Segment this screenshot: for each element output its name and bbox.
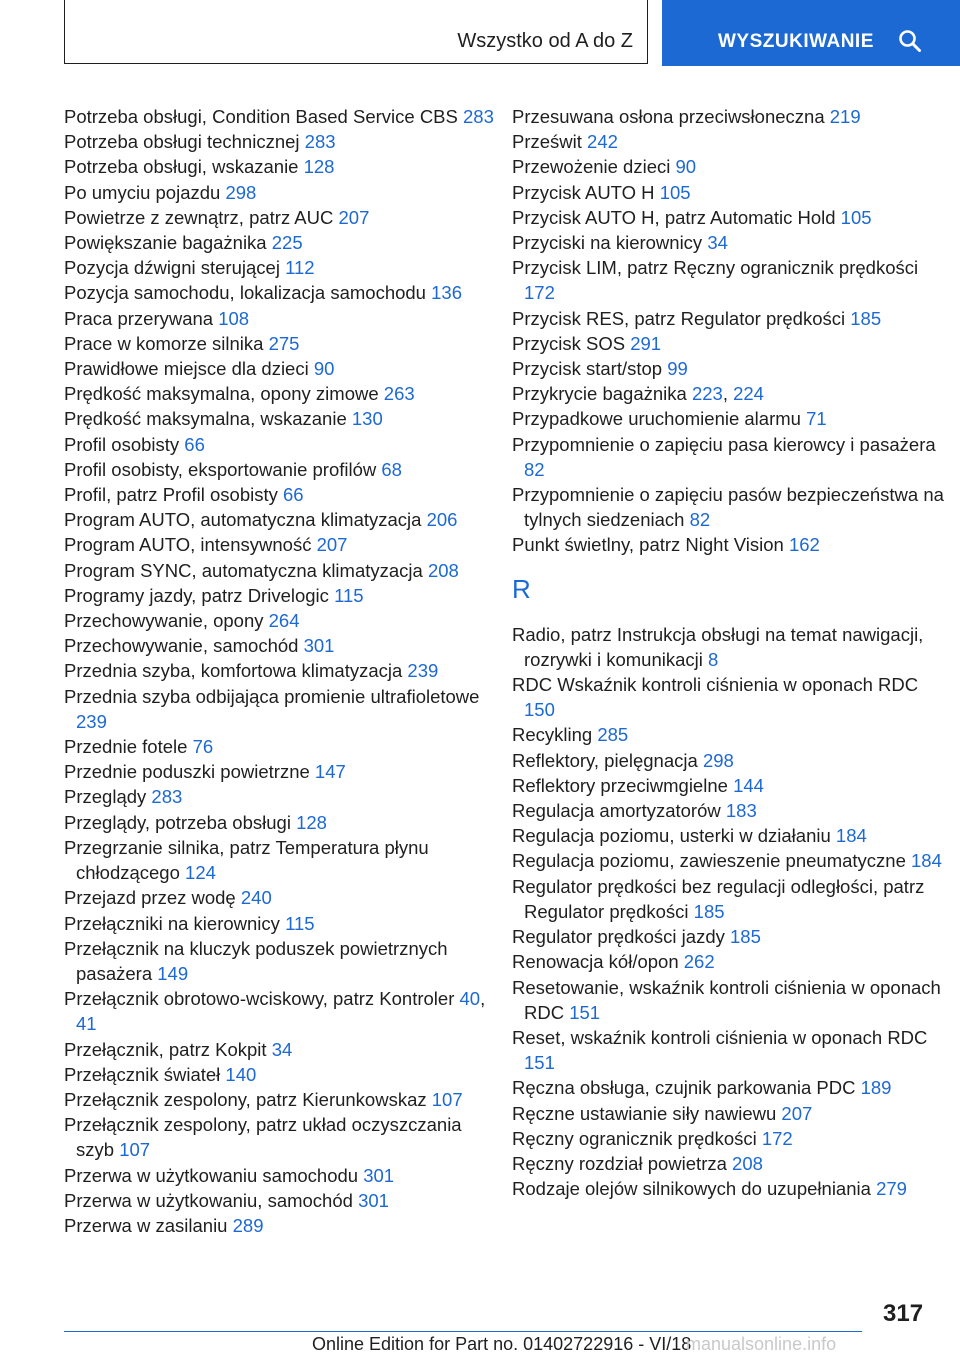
index-entry-text: Przechowywanie, samochód [64, 635, 299, 657]
page-link[interactable]: 34 [271, 1038, 293, 1060]
index-entry-text: Potrzeba obsługi, Condition Based Service CBS [64, 106, 458, 127]
index-entry-text: Przechowywanie, opony [64, 610, 264, 632]
page-link[interactable]: 185 [730, 926, 761, 948]
page-link[interactable]: 105 [840, 206, 872, 228]
index-entry-text: Renowacja kół/opon [512, 951, 679, 973]
index-entry [512, 823, 952, 848]
index-entry [64, 482, 504, 507]
page-link[interactable]: 208 [427, 559, 459, 581]
index-entry [512, 255, 952, 305]
page-link[interactable]: 140 [225, 1063, 257, 1085]
index-entry [64, 734, 504, 759]
index-entry [512, 622, 952, 672]
index-entry [512, 104, 952, 129]
page-link[interactable]: 105 [659, 181, 691, 203]
index-entry-text: Recykling [512, 724, 593, 746]
page-link[interactable]: 90 [313, 358, 335, 380]
page-link[interactable]: 185 [693, 900, 725, 922]
page-link[interactable]: 219 [829, 106, 861, 127]
index-entry-text: Po umyciu pojazdu [64, 181, 221, 203]
index-entry: Przełącznik obrotowo-wciskowy, patrz Kontroler 40, 41 [64, 988, 486, 1035]
page-link[interactable]: 41 [76, 1013, 97, 1035]
page-link[interactable]: 150 [524, 699, 555, 721]
tab-a-to-z-label: Wszystko od A do Z [457, 30, 633, 52]
page-link[interactable]: 206 [426, 509, 458, 531]
page-link[interactable]: 115 [285, 912, 315, 934]
top-navigation [0, 0, 960, 66]
index-entry [64, 507, 504, 532]
page-link[interactable]: 291 [630, 332, 662, 354]
page-link[interactable]: 144 [733, 774, 764, 796]
index-entry [512, 722, 952, 747]
page-link[interactable]: 283 [304, 131, 336, 153]
index-entry [64, 280, 504, 305]
index-entry [64, 658, 504, 683]
index-entry-text: Przednie fotele [64, 736, 188, 758]
index-entry-text: Przełącznik zespolony, patrz układ oczyszczania szyb [64, 1114, 462, 1161]
index-entry [512, 1075, 952, 1100]
index-entry [512, 748, 952, 773]
index-entry-text: Reflektory przeciwmgielne [512, 774, 728, 796]
page-link[interactable]: 34 [707, 232, 728, 254]
page-link[interactable]: 301 [303, 635, 335, 657]
index-entry-text: Regulacja amortyzatorów [512, 800, 721, 822]
index-entry [64, 205, 504, 230]
index-entry [64, 129, 504, 154]
page-link[interactable]: 151 [524, 1052, 555, 1074]
page-link[interactable]: 184 [911, 850, 942, 872]
index-entry [512, 672, 952, 722]
index-entry-text: Przełącznik na kluczyk poduszek powietrznych pasażera [64, 937, 448, 984]
index-entry [64, 759, 504, 784]
section-letter: R [512, 573, 531, 604]
footer-watermark: manualsonline.info [686, 1334, 837, 1354]
page-link[interactable]: 107 [431, 1088, 463, 1110]
index-entry-text: Przesuwana osłona przeciwsłoneczna [512, 106, 825, 127]
index-entry-text: Przerwa w zasilaniu [64, 1214, 228, 1236]
index-entry [64, 230, 504, 255]
index-entry [64, 381, 504, 406]
page-link[interactable]: 239 [76, 710, 107, 732]
index-entry [512, 949, 952, 974]
index-entry-text: Przyciski na kierownicy [512, 232, 703, 254]
index-entry [64, 1087, 504, 1112]
index-entry-text: Regulator prędkości jazdy [512, 926, 725, 948]
index-entry [512, 924, 952, 949]
index-entry [64, 1062, 504, 1087]
index-entry [64, 1112, 504, 1162]
index-entry-text: Pozycja samochodu, lokalizacja samochodu [64, 282, 426, 304]
page-link[interactable]: 263 [383, 383, 415, 405]
index-entry-text: Przycisk SOS [512, 332, 626, 354]
page-link[interactable]: 289 [232, 1214, 264, 1236]
index-group-p [512, 104, 952, 558]
index-entry-text: Przerwa w użytkowaniu, samochód [64, 1189, 353, 1211]
index-entry [512, 331, 952, 356]
page-link[interactable]: 240 [240, 887, 272, 909]
index-entry-text: Przypadkowe uruchomienie alarmu [512, 408, 801, 430]
index-entry [512, 532, 952, 557]
index-entry [64, 1163, 504, 1188]
index-entry-text: Radio, patrz Instrukcja obsługi na temat nawigacji, rozrywki i komunikacji [512, 623, 924, 670]
index-entry-text: Profil, patrz Profil osobisty [64, 484, 278, 506]
index-entry [64, 406, 504, 431]
footer-divider [64, 1331, 862, 1332]
page-link[interactable]: 207 [781, 1102, 813, 1124]
page-link[interactable]: 147 [314, 761, 346, 783]
index-entry [64, 583, 504, 608]
index-entry [512, 306, 952, 331]
index-entry [512, 205, 952, 230]
page-link[interactable]: 82 [689, 509, 711, 531]
index-entry-text: Potrzeba obsługi technicznej [64, 131, 300, 153]
index-entry-text: Powietrze z zewnątrz, patrz AUC [64, 206, 334, 228]
index-entry: Przykrycie bagażnika 223, 224 [512, 383, 764, 405]
index-entry [512, 975, 952, 1025]
index-entry [512, 230, 952, 255]
index-entry [64, 180, 504, 205]
page-link[interactable]: 40 [459, 988, 481, 1010]
index-entry [64, 1188, 504, 1213]
index-entry-text: Program AUTO, intensywność [64, 534, 312, 556]
page-link[interactable]: 225 [271, 232, 303, 254]
footer-edition: Online Edition for Part no. 01402722916 - VI/18 [312, 1334, 692, 1354]
page-link[interactable]: 162 [788, 534, 820, 556]
index-entry-text: Przypomnienie o zapięciu pasów bezpieczeństwa na tylnych siedzeniach [512, 484, 944, 531]
index-entry-text: Prace w komorze silnika [64, 332, 264, 354]
page-link[interactable]: 185 [850, 307, 882, 329]
page-link[interactable]: 136 [431, 282, 462, 304]
index-entry [64, 810, 504, 835]
index-group-r [512, 622, 952, 1202]
page-link[interactable]: 183 [725, 800, 757, 822]
index-entry-text: Prędkość maksymalna, wskazanie [64, 408, 347, 430]
index-entry-text: Przednia szyba odbijająca promienie ultrafioletowe [64, 685, 480, 707]
index-entry [64, 558, 504, 583]
index-entry-text: Prześwit [512, 131, 582, 153]
index-entry [64, 684, 504, 734]
index-entry-text: Ręczny rozdział powietrza [512, 1152, 727, 1174]
index-entry [64, 608, 504, 633]
index-entry [64, 255, 504, 280]
index-entry [512, 406, 952, 431]
index-entry-text: Ręczny ogranicznik prędkości [512, 1127, 757, 1149]
page-link[interactable]: 82 [524, 458, 545, 480]
index-entry-text: Przełącznik obrotowo-wciskowy, patrz Kontroler [64, 988, 455, 1010]
tab-a-to-z[interactable] [64, 0, 648, 64]
page-link[interactable]: 112 [285, 257, 315, 279]
index-entry-text: Przednia szyba, komfortowa klimatyzacja [64, 660, 403, 682]
page-link[interactable]: 8 [708, 648, 719, 670]
index-entry-text: Profil osobisty, eksportowanie profilów [64, 458, 377, 480]
index-entry [64, 532, 504, 557]
index-entry [64, 936, 504, 986]
index-entry [512, 874, 952, 924]
page-link[interactable]: 285 [597, 724, 629, 746]
page-link[interactable]: 207 [316, 534, 348, 556]
index-entry [64, 306, 504, 331]
page-link[interactable]: 76 [192, 736, 214, 758]
index-entry-text: Przycisk start/stop [512, 358, 663, 380]
page-link[interactable]: 151 [569, 1001, 601, 1023]
index-entry-text: Ręczne ustawianie siły nawiewu [512, 1102, 777, 1124]
page-link[interactable]: 223 [691, 383, 723, 405]
index-entry-text: Przegrzanie silnika, patrz Temperatura płynu chłodzącego [64, 836, 429, 884]
index-column-right [512, 104, 952, 1201]
index-entry [64, 104, 504, 129]
index-entry-text: Reflektory, pielęgnacja [512, 749, 698, 771]
index-entry-text: Przeglądy, potrzeba obsługi [64, 811, 291, 833]
index-entry-text: Przycisk AUTO H, patrz Automatic Hold [512, 206, 836, 228]
index-entry [64, 784, 504, 809]
index-entry [512, 1176, 952, 1201]
page-link[interactable]: 90 [675, 156, 697, 178]
index-entry-text: Regulator prędkości bez regulacji odległości, patrz Regulator prędkości [512, 875, 925, 922]
index-entry-text: Reset, wskaźnik kontroli ciśnienia w oponach RDC [512, 1026, 928, 1048]
index-column-left [64, 104, 504, 1238]
page-link[interactable]: 242 [587, 131, 618, 153]
index-entry [512, 432, 952, 482]
index-entry [64, 1037, 504, 1062]
page-link[interactable]: 189 [860, 1077, 892, 1099]
page-link[interactable]: 224 [733, 383, 764, 405]
page-link[interactable]: 239 [407, 660, 439, 682]
search-icon [898, 29, 922, 53]
page-link[interactable]: 283 [151, 786, 183, 808]
page-link[interactable]: 107 [119, 1139, 151, 1161]
page-link[interactable]: 149 [157, 962, 189, 984]
page-link[interactable]: 172 [524, 282, 555, 304]
index-entry-text: Program SYNC, automatyczna klimatyzacja [64, 559, 423, 581]
index-entry-text: Prawidłowe miejsce dla dzieci [64, 358, 309, 380]
index-entry-text: Regulacja poziomu, zawieszenie pneumatyczne [512, 850, 906, 872]
page-link[interactable]: 301 [358, 1189, 389, 1211]
index-entry-text: Ręczna obsługa, czujnik parkowania PDC [512, 1077, 856, 1099]
page-link[interactable]: 71 [806, 408, 827, 430]
index-entry-text: Profil osobisty [64, 433, 180, 455]
index-entry-text: Przycisk LIM, patrz Ręczny ogranicznik prędkości [512, 257, 919, 279]
page-link[interactable]: 99 [667, 358, 688, 380]
index-entry-text: Przełącznik, patrz Kokpit [64, 1038, 267, 1060]
index-entry-text: Przełącznik świateł [64, 1063, 221, 1085]
index-entry-text: Resetowanie, wskaźnik kontroli ciśnienia w oponach RDC [512, 976, 941, 1023]
page-number: 317 [883, 1300, 924, 1327]
index-entry-text: Przednie poduszki powietrzne [64, 761, 310, 783]
index-entry-text: Przykrycie bagażnika [512, 383, 687, 405]
index-entry [512, 154, 952, 179]
index-entry-text: Przełączniki na kierownicy [64, 912, 280, 934]
page-link[interactable]: 172 [761, 1127, 793, 1149]
index-entry-text: Przerwa w użytkowaniu samochodu [64, 1164, 359, 1186]
page-link[interactable]: 207 [338, 206, 370, 228]
index-entry-text: Przycisk RES, patrz Regulator prędkości [512, 307, 846, 329]
tab-search-label: WYSZUKIWANIE [718, 31, 874, 52]
index-entry [512, 482, 952, 532]
page-link[interactable]: 208 [732, 1152, 763, 1174]
index-entry-text: Pozycja dźwigni sterującej [64, 257, 280, 279]
tab-search[interactable] [662, 0, 960, 66]
index-entry-text: Praca przerywana [64, 307, 214, 329]
page-link[interactable]: 66 [283, 484, 304, 506]
index-entry [512, 356, 952, 381]
index-entry [64, 331, 504, 356]
page-link[interactable]: 124 [185, 862, 216, 884]
index-entry [512, 1151, 952, 1176]
page-link[interactable]: 108 [218, 307, 250, 329]
index-entry-text: Przypomnienie o zapięciu pasa kierowcy i pasażera [512, 433, 936, 455]
page-link[interactable]: 279 [876, 1178, 907, 1200]
index-entry [64, 885, 504, 910]
index-entry-text: Potrzeba obsługi, wskazanie [64, 156, 299, 178]
page-link[interactable]: 262 [683, 951, 715, 973]
index-entry [64, 835, 504, 885]
page-link[interactable]: 68 [381, 458, 402, 480]
index-entry-text: Przejazd przez wodę [64, 887, 236, 909]
index-entry [512, 798, 952, 823]
index-entry [512, 1025, 952, 1075]
page-link[interactable]: 298 [702, 749, 734, 771]
index-entry [64, 633, 504, 658]
index-entry-text: Przewożenie dzieci [512, 156, 671, 178]
index-entry [512, 848, 952, 873]
index-entry-text: Rodzaje olejów silnikowych do uzupełniania [512, 1178, 871, 1200]
index-entry-text: Programy jazdy, patrz Drivelogic [64, 584, 329, 606]
index-entry [512, 1101, 952, 1126]
index-entry [64, 457, 504, 482]
page-link[interactable]: 275 [268, 332, 300, 354]
page-link[interactable]: 66 [184, 433, 205, 455]
index-entry-text: Program AUTO, automatyczna klimatyzacja [64, 509, 422, 531]
page-link[interactable]: 301 [363, 1164, 395, 1186]
index-entry-text: Przycisk AUTO H [512, 181, 655, 203]
page-link[interactable]: 115 [334, 584, 364, 606]
index-entry-text: RDC Wskaźnik kontroli ciśnienia w oponach RDC [512, 674, 919, 696]
page-link[interactable]: 128 [296, 811, 327, 833]
page-link[interactable]: 298 [225, 181, 257, 203]
index-entry [64, 432, 504, 457]
index-entry [512, 1126, 952, 1151]
index-entry [64, 911, 504, 936]
page-link[interactable]: 283 [463, 106, 494, 127]
index-entry [64, 356, 504, 381]
index-entry [64, 1213, 504, 1238]
index-entry-text: Prędkość maksymalna, opony zimowe [64, 383, 379, 405]
index-entry [512, 773, 952, 798]
page-link[interactable]: 264 [268, 610, 300, 632]
index-entry-text: Regulacja poziomu, usterki w działaniu [512, 825, 831, 847]
page-link[interactable]: 128 [303, 156, 335, 178]
index-entry [64, 154, 504, 179]
index-entry-text: Punkt świetlny, patrz Night Vision [512, 534, 784, 556]
index-entry [512, 180, 952, 205]
index-entry-text: Przełącznik zespolony, patrz Kierunkowskaz [64, 1088, 427, 1110]
index-entry [512, 129, 952, 154]
page-link[interactable]: 130 [351, 408, 383, 430]
index-entry-text: Powiększanie bagażnika [64, 232, 267, 254]
page-link[interactable]: 184 [835, 825, 867, 847]
index-entry-text: Przeglądy [64, 786, 147, 808]
